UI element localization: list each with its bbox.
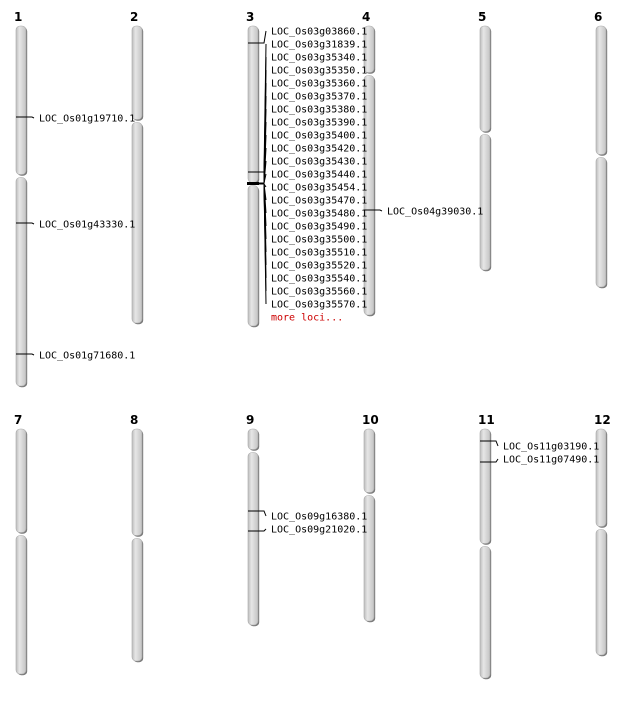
chromosome-8-p-arm <box>132 429 142 536</box>
chromosome-3-q-arm <box>248 186 258 327</box>
chromosome-7-q-arm <box>16 536 26 675</box>
locus-label[interactable]: LOC_Os03g35350.1 <box>271 65 368 77</box>
chromosome-8 <box>130 413 143 662</box>
chromosome-8-q-arm <box>132 539 142 662</box>
chromosome-6 <box>594 10 607 288</box>
chromosome-11-p-arm <box>480 429 490 544</box>
locus-label[interactable]: LOC_Os03g35340.1 <box>271 52 368 64</box>
locus-label[interactable]: LOC_Os11g03190.1 <box>503 441 600 453</box>
chromosome-label-9: 9 <box>246 413 255 427</box>
locus-label[interactable]: LOC_Os03g35560.1 <box>271 286 368 298</box>
locus-label[interactable]: LOC_Os03g35490.1 <box>271 221 368 233</box>
locus-labels <box>39 27 599 536</box>
locus-label[interactable]: LOC_Os09g21020.1 <box>271 524 368 536</box>
locus-label[interactable]: LOC_Os03g35400.1 <box>271 130 368 142</box>
chromosome-10-p-arm <box>364 429 374 493</box>
chromosome-2-p-arm <box>132 26 142 120</box>
locus-label[interactable]: LOC_Os01g19710.1 <box>39 113 136 125</box>
locus-label[interactable]: LOC_Os03g35500.1 <box>271 234 368 246</box>
locus-label[interactable]: LOC_Os01g71680.1 <box>39 350 136 362</box>
locus-label[interactable]: LOC_Os09g16380.1 <box>271 511 368 523</box>
locus-label[interactable]: LOC_Os01g43330.1 <box>39 219 136 231</box>
chromosome-1-q-arm <box>16 178 26 387</box>
chromosome-label-2: 2 <box>130 10 139 24</box>
locus-label[interactable]: LOC_Os03g35430.1 <box>271 156 368 168</box>
chromosome-1-p-arm <box>16 26 26 175</box>
locus-label[interactable]: LOC_Os03g35360.1 <box>271 78 368 90</box>
locus-label[interactable]: LOC_Os03g03860.1 <box>271 26 368 38</box>
chromosome-6-p-arm <box>596 26 606 155</box>
chromosome-label-3: 3 <box>246 10 255 24</box>
locus-label[interactable]: LOC_Os04g39030.1 <box>387 206 484 218</box>
chromosome-9 <box>246 413 259 626</box>
locus-label[interactable]: LOC_Os03g35370.1 <box>271 91 368 103</box>
chromosome-12-q-arm <box>596 530 606 656</box>
more-loci-link[interactable]: more loci... <box>271 312 344 324</box>
locus-label[interactable]: LOC_Os03g35420.1 <box>271 143 368 155</box>
chromosome-label-11: 11 <box>478 413 495 427</box>
locus-label[interactable]: LOC_Os03g35510.1 <box>271 247 368 259</box>
locus-label[interactable]: LOC_Os03g35540.1 <box>271 273 368 285</box>
chromosome-label-7: 7 <box>14 413 23 427</box>
chromosome-9-p-arm <box>248 429 258 450</box>
locus-label[interactable]: LOC_Os03g35480.1 <box>271 208 368 220</box>
chromosome-label-6: 6 <box>594 10 603 24</box>
chromosome-5-p-arm <box>480 26 490 132</box>
chromosome-label-8: 8 <box>130 413 139 427</box>
locus-label[interactable]: LOC_Os03g35440.1 <box>271 169 368 181</box>
chromosome-label-12: 12 <box>594 413 611 427</box>
chromosome-label-5: 5 <box>478 10 487 24</box>
locus-label[interactable]: LOC_Os03g35470.1 <box>271 195 368 207</box>
chromosome-2 <box>130 10 143 324</box>
locus-label[interactable]: LOC_Os03g31839.1 <box>271 39 368 51</box>
locus-label[interactable]: LOC_Os03g35390.1 <box>271 117 368 129</box>
chromosome-1 <box>14 10 27 387</box>
chromosome-label-10: 10 <box>362 413 379 427</box>
chromosome-7 <box>14 413 27 675</box>
chromosome-7-p-arm <box>16 429 26 533</box>
chromosome-5 <box>478 10 491 271</box>
chromosome-11-q-arm <box>480 547 490 679</box>
locus-label[interactable]: LOC_Os11g07490.1 <box>503 454 600 466</box>
chromosome-5-q-arm <box>480 135 490 271</box>
chromosome-label-1: 1 <box>14 10 23 24</box>
locus-label[interactable]: LOC_Os03g35380.1 <box>271 104 368 116</box>
chromosome-3-p-arm <box>248 26 258 183</box>
chromosome-11 <box>478 413 495 679</box>
locus-label[interactable]: LOC_Os03g35520.1 <box>271 260 368 272</box>
chromosome-6-q-arm <box>596 158 606 288</box>
chromosome-label-4: 4 <box>362 10 371 24</box>
locus-label[interactable]: LOC_Os03g35570.1 <box>271 299 368 311</box>
locus-label[interactable]: LOC_Os03g35454.1 <box>271 182 368 194</box>
chromosome-3 <box>246 10 259 327</box>
chromosome-9-q-arm <box>248 453 258 626</box>
